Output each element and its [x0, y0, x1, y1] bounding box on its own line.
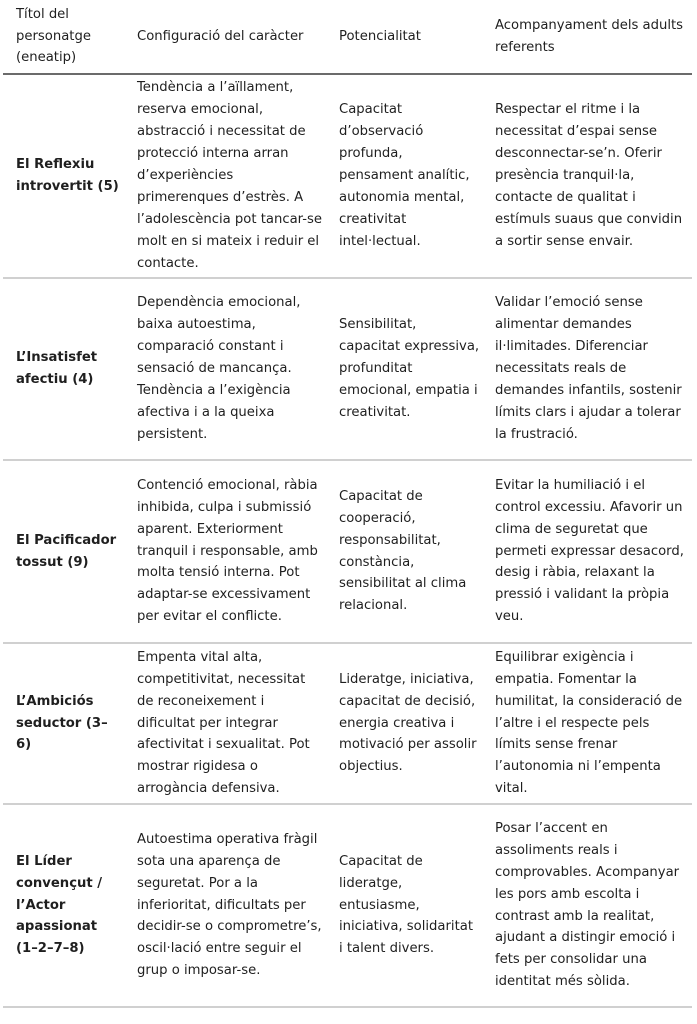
cell-acompanyament: Posar l’accent en assoliments reals i comprovables. Acompanyar les pors amb escolta i contrast amb la realitat, ajudant a distingir emoció i fets per consolidar una identitat més sòlida.	[484, 804, 692, 1007]
table-row	[3, 74, 692, 278]
cell-potencialitat: Capacitat d’observació profunda, pensament analític, autonomia mental, creativitat intel·lectual.	[326, 74, 484, 278]
cell-acompanyament: Validar l’emoció sense alimentar demandes il·limitades. Diferenciar necessitats reals de demandes infantils, sostenir límits clars i ajudar a tolerar la frustració.	[484, 278, 692, 460]
cell-configuracio: Tendència a l’aïllament, reserva emocional, abstracció i necessitat de protecció interna arran d’experiències primerenques d’estrès. A l’adolescència pot tancar-se molt en si mateix i reduir el contacte.	[125, 74, 326, 278]
header-potencialitat: Potencialitat	[326, 0, 484, 74]
table-header	[3, 0, 692, 74]
table-row	[3, 460, 692, 643]
cell-acompanyament: Equilibrar exigència i empatia. Fomentar la humilitat, la consideració de l’altre i el respecte pels límits sense frenar l’autonomia ni l’empenta vital.	[484, 643, 692, 804]
table-row	[3, 278, 692, 460]
cell-potencialitat: Capacitat de cooperació, responsabilitat, constància, sensibilitat al clima relacional.	[326, 460, 484, 643]
cell-configuracio: Dependència emocional, baixa autoestima, comparació constant i sensació de mancança. Tendència a l’exigència afectiva i a la queixa persistent.	[125, 278, 326, 460]
cell-potencialitat: Lideratge, iniciativa, capacitat de decisió, energia creativa i motivació per assolir objectius.	[326, 643, 484, 804]
eneatype-table	[3, 0, 692, 1008]
cell-title: El Líder convençut / l’Actor apassionat (1–2–7–8)	[3, 804, 125, 1007]
table-body	[3, 74, 692, 1007]
cell-title: L’Ambiciós seductor (3–6)	[3, 643, 125, 804]
header-row	[3, 0, 692, 74]
cell-title: El Reflexiu introvertit (5)	[3, 74, 125, 278]
cell-potencialitat: Capacitat de lideratge, entusiasme, iniciativa, solidaritat i talent divers.	[326, 804, 484, 1007]
cell-configuracio: Autoestima operativa fràgil sota una aparença de seguretat. Por a la inferioritat, dificultats per decidir-se o comprometre’s, oscil·lació entre seguir el grup o imposar-se.	[125, 804, 326, 1007]
cell-configuracio: Contenció emocional, ràbia inhibida, culpa i submissió aparent. Exteriorment tranquil i responsable, amb molta tensió interna. Pot adaptar-se excessivament per evitar el conflicte.	[125, 460, 326, 643]
cell-acompanyament: Evitar la humiliació i el control excessiu. Afavorir un clima de seguretat que permeti expressar desacord, desig i ràbia, relaxant la pressió i validant la pròpia veu.	[484, 460, 692, 643]
cell-title: El Pacificador tossut (9)	[3, 460, 125, 643]
header-title: Títol del personatge (eneatip)	[3, 0, 125, 74]
cell-acompanyament: Respectar el ritme i la necessitat d’espai sense desconnectar-se’n. Oferir presència tranquil·la, contacte de qualitat i estímuls suaus que convidin a sortir sense envair.	[484, 74, 692, 278]
header-acompanyament: Acompanyament dels adults referents	[484, 0, 692, 74]
table-row	[3, 643, 692, 804]
cell-potencialitat: Sensibilitat, capacitat expressiva, profunditat emocional, empatia i creativitat.	[326, 278, 484, 460]
table-row	[3, 804, 692, 1007]
cell-configuracio: Empenta vital alta, competitivitat, necessitat de reconeixement i dificultat per integrar afectivitat i sexualitat. Pot mostrar rigidesa o arrogància defensiva.	[125, 643, 326, 804]
cell-title: L’Insatisfet afectiu (4)	[3, 278, 125, 460]
header-configuracio: Configuració del caràcter	[125, 0, 326, 74]
